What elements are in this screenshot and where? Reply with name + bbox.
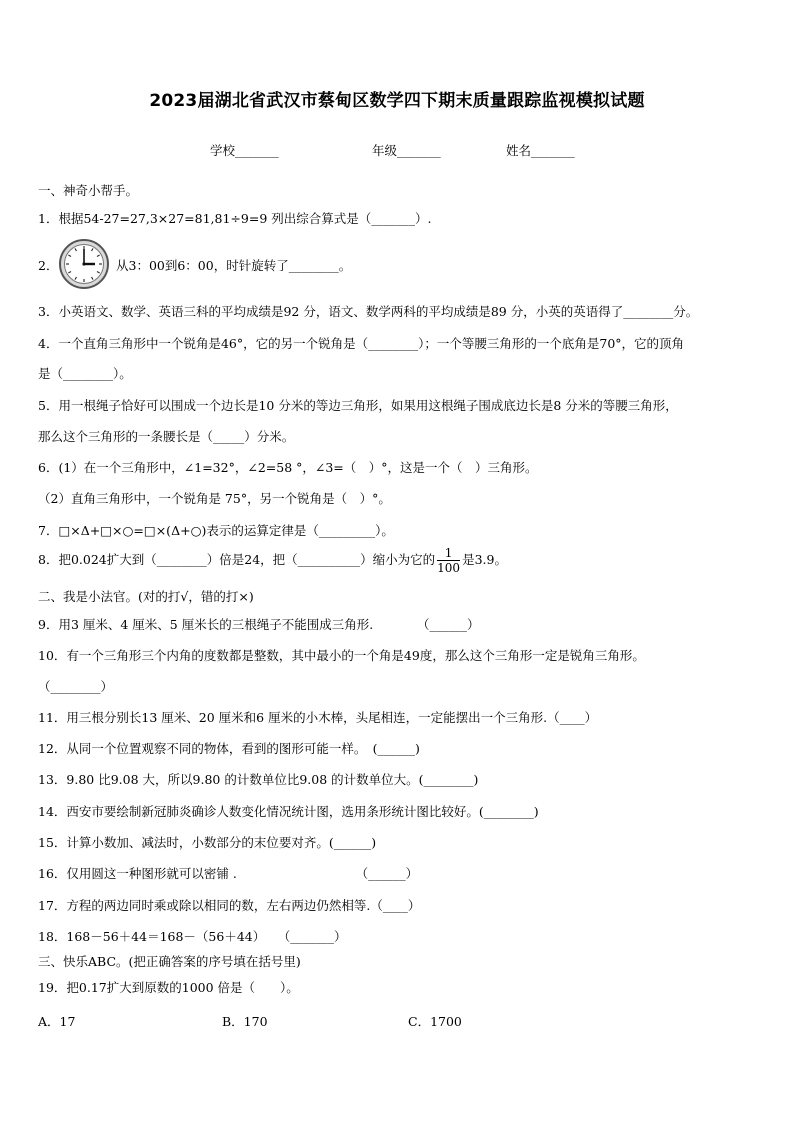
question-8-prefix: 8．把0.024扩大到（________）倍是24，把（__________）缩小为它的 <box>38 552 436 567</box>
question-12: 12．从同一个位置观察不同的物体，看到的图形可能一样。 (______) <box>38 741 420 756</box>
question-13: 13．9.80 比9.08 大，所以9.80 的计数单位比9.08 的计数单位大。(________) <box>38 772 479 787</box>
question-18: 18．168－56＋44＝168－（56＋44） （_______） <box>38 929 347 944</box>
grade-field: 年级_______ <box>372 143 441 158</box>
section-heading-3: 三、快乐ABC。(把正确答案的序号填在括号里) <box>38 954 301 969</box>
question-2-text: 从3：00到6：00，时针旋转了________。 <box>116 258 352 273</box>
option-b: B．170 <box>222 1014 268 1029</box>
page-title: 2023届湖北省武汉市蔡甸区数学四下期末质量跟踪监视模拟试题 <box>149 91 645 111</box>
name-field: 姓名_______ <box>506 143 575 158</box>
school-field: 学校_______ <box>210 143 279 158</box>
question-9: 9．用3 厘米、4 厘米、5 厘米长的三根绳子不能围成三角形. （______） <box>38 617 480 632</box>
fraction-denominator: 100 <box>437 561 461 575</box>
question-16: 16．仅用圆这一种图形就可以密铺 . （______） <box>38 866 419 881</box>
question-4-line-2: 是（________）。 <box>38 366 132 381</box>
question-11: 11．用三根分别长13 厘米、20 厘米和6 厘米的小木棒，头尾相连，一定能摆出一个三角形.（____） <box>38 710 598 725</box>
question-19: 19．把0.17扩大到原数的1000 倍是（ ）。 <box>38 980 299 995</box>
fraction-numerator: 1 <box>437 546 460 561</box>
fraction <box>437 546 460 575</box>
question-8 <box>38 546 507 575</box>
question-6-line-2: （2）直角三角形中，一个锐角是 75°，另一个锐角是（ ）°。 <box>38 491 391 506</box>
question-5-line-1: 5．用一根绳子恰好可以围成一个边长是10 分米的等边三角形，如果用这根绳子围成底边长是8 分米的等腰三角形， <box>38 398 678 413</box>
question-6-line-1: 6．(1）在一个三角形中，∠1=32°，∠2=58 °，∠3=（ ）°，这是一个（ ）三角形。 <box>38 460 538 475</box>
option-c: C．1700 <box>408 1014 462 1029</box>
question-3: 3．小英语文、数学、英语三科的平均成绩是92 分，语文、数学两科的平均成绩是89 分，小英的英语得了________分。 <box>38 304 699 319</box>
question-5-line-2: 那么这个三角形的一条腰长是（_____）分米。 <box>38 429 295 444</box>
question-8-suffix: 是3.9。 <box>462 552 507 567</box>
question-10-line-1: 10．有一个三角形三个内角的度数都是整数，其中最小的一个角是49度，那么这个三角形一定是锐角三角形。 <box>38 648 645 663</box>
question-14: 14．西安市要绘制新冠肺炎确诊人数变化情况统计图，选用条形统计图比较好。(________) <box>38 804 539 819</box>
question-7: 7．□×Δ+□×○=□×(Δ+○)表示的运算定律是（_________）。 <box>38 523 394 538</box>
question-1: 1．根据54-27=27,3×27=81,81÷9=9 列出综合算式是（_______）. <box>38 211 432 226</box>
section-heading-1: 一、神奇小帮手。 <box>38 183 139 198</box>
question-4-line-1: 4．一个直角三角形中一个锐角是46°，它的另一个锐角是（________）；一个等腰三角形的一个底角是70°，它的顶角 <box>38 336 685 351</box>
clock-icon <box>58 238 110 290</box>
option-a: A．17 <box>38 1014 76 1029</box>
question-10-line-2: （________） <box>38 679 114 694</box>
question-17: 17．方程的两边同时乘或除以相同的数，左右两边仍然相等.（____） <box>38 898 421 913</box>
section-heading-2: 二、我是小法官。(对的打√，错的打×) <box>38 589 254 604</box>
question-2-number: 2． <box>38 258 59 273</box>
question-15: 15．计算小数加、减法时，小数部分的末位要对齐。(______) <box>38 835 377 850</box>
